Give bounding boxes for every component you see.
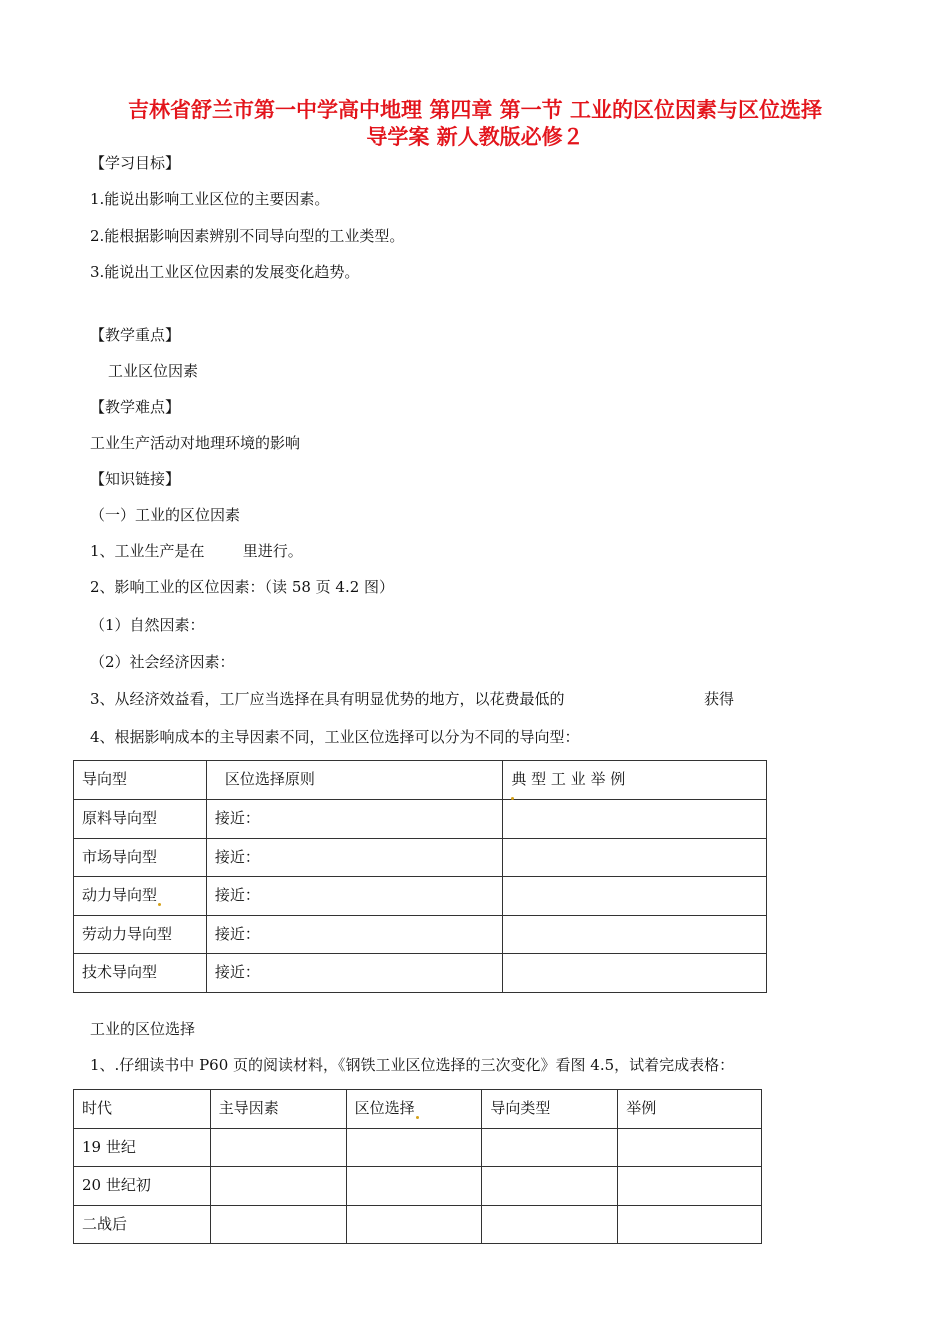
header-cell: 区位选择 (346, 1090, 482, 1129)
question-3: 3、从经济效益看，工厂应当选择在具有明显优势的地方，以花费最低的 (90, 690, 565, 708)
table-cell: 接近： (206, 800, 503, 839)
section-1-heading: （一）工业的区位因素 (90, 506, 241, 524)
table-header-row (74, 761, 767, 800)
table-cell: 接近： (206, 916, 503, 954)
table-cell[interactable] (618, 1167, 762, 1206)
header-cell: 导向类型 (482, 1090, 618, 1129)
objective-3: 3.能说出工业区位因素的发展变化趋势。 (90, 263, 360, 281)
link-heading: 【知识链接】 (90, 470, 181, 488)
document-title-line-1: 吉林省舒兰市第一中学高中地理 第四章 第一节 工业的区位因素与区位选择 (128, 98, 822, 122)
objectives-heading: 【学习目标】 (90, 154, 181, 172)
header-cell: 主导因素 (210, 1090, 346, 1129)
objective-1: 1.能说出影响工业区位的主要因素。 (90, 190, 330, 208)
table-cell[interactable] (482, 1167, 618, 1206)
key-heading: 【教学重点】 (90, 326, 181, 344)
mark-dot (158, 903, 161, 906)
table-row (74, 1167, 762, 1206)
key-text: 工业区位因素 (108, 362, 199, 380)
table-cell[interactable] (503, 916, 767, 954)
section-2-heading: 工业的区位选择 (90, 1020, 196, 1038)
header-cell: 举例 (618, 1090, 762, 1129)
table-cell: 20 世纪初 (74, 1167, 211, 1206)
table-row (74, 800, 767, 839)
table-row (74, 877, 767, 916)
table-cell[interactable] (210, 1206, 346, 1244)
header-cell: 导向型 (74, 761, 207, 800)
table-cell[interactable] (210, 1167, 346, 1206)
table-cell[interactable] (503, 954, 767, 993)
table-cell: 二战后 (74, 1206, 211, 1244)
table-row (74, 839, 767, 877)
table-cell[interactable] (346, 1206, 482, 1244)
header-cell: 区位选择原则 (206, 761, 503, 800)
question-1: 1、工业生产是在 里进行。 (90, 542, 303, 560)
difficulty-text: 工业生产活动对地理环境的影响 (90, 434, 301, 452)
table-cell: 接近： (206, 877, 503, 916)
table-cell: 劳动力导向型 (74, 916, 207, 954)
table-row (74, 1129, 762, 1167)
steel-industry-table (73, 1089, 762, 1244)
table-row (74, 1206, 762, 1244)
table-cell[interactable] (503, 839, 767, 877)
table-cell: 动力导向型 (74, 877, 207, 916)
header-cell: 典 型 工 业 举 例 (503, 761, 767, 800)
table-cell: 接近： (206, 839, 503, 877)
question-2: 2、影响工业的区位因素：（读 58 页 4.2 图） (90, 578, 395, 596)
table-cell[interactable] (210, 1129, 346, 1167)
table-cell: 市场导向型 (74, 839, 207, 877)
table-cell[interactable] (618, 1129, 762, 1167)
table-cell[interactable] (503, 877, 767, 916)
table-cell[interactable] (618, 1206, 762, 1244)
objective-2: 2.能根据影响因素辨别不同导向型的工业类型。 (90, 227, 405, 245)
difficulty-heading: 【教学难点】 (90, 398, 181, 416)
table-row (74, 916, 767, 954)
orientation-table (73, 760, 767, 993)
mark-dot (416, 1116, 419, 1119)
paragraph-1: 1、.仔细读书中 P60 页的阅读材料，《钢铁工业区位选择的三次变化》看图 4.5，试着完成表格： (90, 1056, 735, 1074)
table-cell[interactable] (503, 800, 767, 839)
question-4: 4、根据影响成本的主导因素不同，工业区位选择可以分为不同的导向型： (90, 728, 580, 746)
question-2a: （1）自然因素： (90, 616, 205, 634)
question-2b: （2）社会经济因素： (90, 653, 235, 671)
table-cell: 19 世纪 (74, 1129, 211, 1167)
table-row (74, 954, 767, 993)
table-cell[interactable] (482, 1129, 618, 1167)
header-cell: 时代 (74, 1090, 211, 1129)
table-cell[interactable] (482, 1206, 618, 1244)
table-cell: 接近： (206, 954, 503, 993)
table-header-row (74, 1090, 762, 1129)
table-cell: 原料导向型 (74, 800, 207, 839)
table-cell: 技术导向型 (74, 954, 207, 993)
document-title-line-2: 导学案 新人教版必修２ (366, 125, 584, 149)
question-3-end: 获得 (704, 690, 735, 708)
table-cell[interactable] (346, 1167, 482, 1206)
table-cell[interactable] (346, 1129, 482, 1167)
